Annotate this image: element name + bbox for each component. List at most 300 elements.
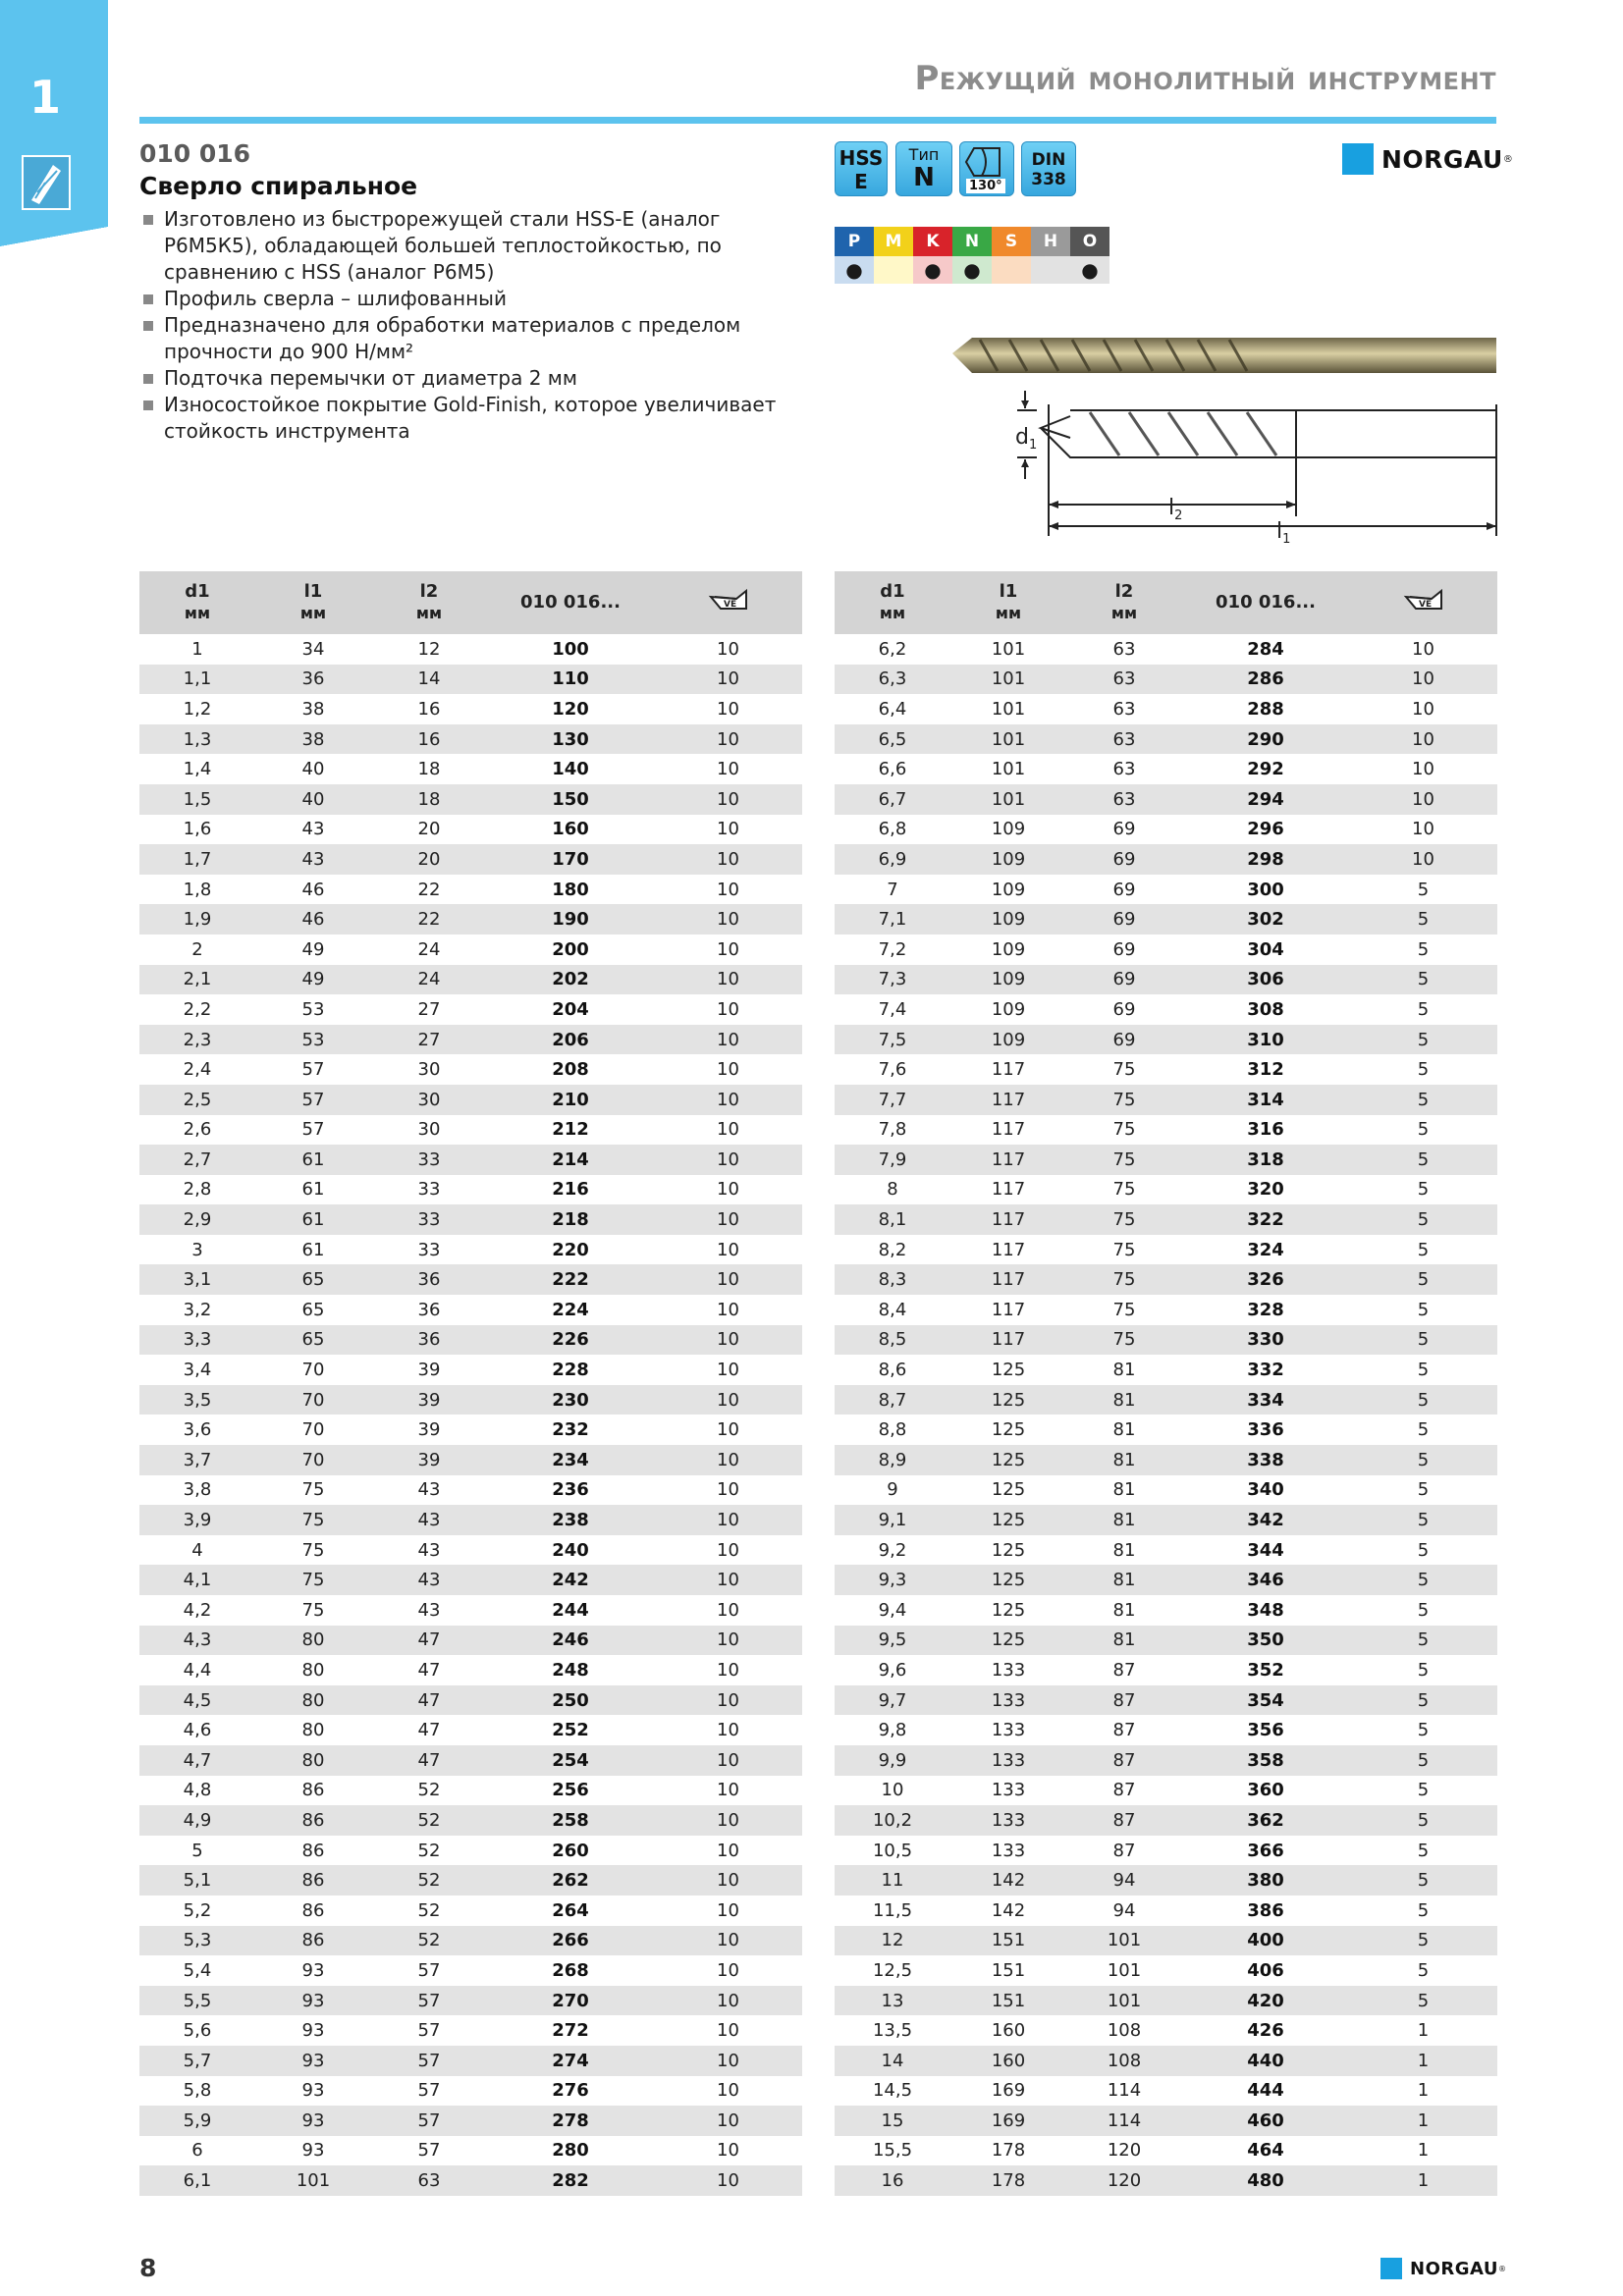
table-row <box>835 1054 1497 1085</box>
diameter-cell: 6,8 <box>878 819 907 840</box>
total-length-cell: 53 <box>301 1029 325 1050</box>
column-header <box>487 592 654 614</box>
column-header <box>371 581 487 624</box>
table-row <box>139 1054 802 1085</box>
table-row <box>139 724 802 755</box>
flute-length-cell: 33 <box>417 1179 441 1201</box>
article-suffix-cell: 270 <box>552 1990 589 2011</box>
svg-text:VE: VE <box>723 600 736 610</box>
flute-length-cell: 36 <box>417 1269 441 1291</box>
article-suffix-cell: 140 <box>552 759 589 780</box>
article-suffix-cell: 300 <box>1247 879 1284 900</box>
article-suffix-cell: 440 <box>1247 2050 1284 2071</box>
column-header-unit: мм <box>299 604 327 622</box>
diameter-cell: 2,9 <box>183 1209 212 1231</box>
type-badge-value: N <box>913 163 935 192</box>
table-row <box>835 1295 1497 1325</box>
footer-brand-mark: ® <box>1498 2264 1506 2273</box>
pack-qty-cell: 10 <box>717 1780 739 1801</box>
article-suffix-cell: 322 <box>1247 1209 1284 1231</box>
d1-label: $d_1$ <box>1015 425 1038 453</box>
material-groups-table <box>835 227 1109 284</box>
table-row <box>139 1295 802 1325</box>
pack-qty-cell: 10 <box>1412 698 1434 720</box>
din-badge <box>1021 141 1076 196</box>
article-suffix-cell: 250 <box>552 1689 589 1711</box>
diameter-cell: 2,3 <box>183 1029 212 1050</box>
table-row <box>139 1505 802 1535</box>
table-row <box>835 1115 1497 1146</box>
diameter-cell: 6,2 <box>878 638 907 660</box>
column-header-unit: мм <box>184 604 211 622</box>
flute-length-cell: 63 <box>1112 788 1136 810</box>
diameter-cell: 1,7 <box>183 848 212 870</box>
drill-tool-icon <box>22 155 71 210</box>
flute-length-cell: 81 <box>1112 1449 1136 1470</box>
flute-length-cell: 87 <box>1112 1809 1136 1831</box>
article-suffix-cell: 308 <box>1247 998 1284 1020</box>
table-row <box>835 1385 1497 1415</box>
article-suffix-cell: 200 <box>552 938 589 960</box>
article-suffix-cell: 224 <box>552 1299 589 1320</box>
flute-length-cell: 75 <box>1112 1179 1136 1201</box>
table-row <box>139 934 802 965</box>
flute-length-cell: 22 <box>417 879 441 900</box>
total-length-cell: 70 <box>301 1419 325 1441</box>
pack-qty-cell: 10 <box>717 1029 739 1050</box>
column-header-unit: мм <box>879 604 906 622</box>
table-row <box>139 1745 802 1776</box>
pack-qty-cell: 10 <box>717 1930 739 1951</box>
flute-length-cell: 114 <box>1107 2109 1142 2131</box>
flute-length-cell: 69 <box>1112 938 1136 960</box>
pack-qty-cell: 10 <box>717 1749 739 1771</box>
diameter-cell: 9,1 <box>878 1510 907 1531</box>
table-row <box>835 634 1497 665</box>
article-suffix-cell: 320 <box>1247 1179 1284 1201</box>
article-suffix-cell: 190 <box>552 909 589 931</box>
diameter-cell: 7,9 <box>878 1148 907 1170</box>
total-length-cell: 61 <box>301 1148 325 1170</box>
diameter-cell: 3,9 <box>183 1510 212 1531</box>
column-header-label: l2 <box>1114 581 1134 602</box>
table-header <box>139 571 802 634</box>
table-row <box>139 1385 802 1415</box>
flute-length-cell: 69 <box>1112 848 1136 870</box>
flute-length-cell: 33 <box>417 1209 441 1231</box>
article-suffix-cell: 310 <box>1247 1029 1284 1050</box>
diameter-cell: 15,5 <box>872 2140 913 2162</box>
article-suffix-cell: 344 <box>1247 1539 1284 1561</box>
column-header <box>835 581 950 624</box>
table-row <box>139 1805 802 1836</box>
flute-length-cell: 47 <box>417 1659 441 1681</box>
article-code: 010 016 <box>139 139 251 168</box>
total-length-cell: 70 <box>301 1389 325 1411</box>
pack-qty-cell: 10 <box>717 1510 739 1531</box>
total-length-cell: 65 <box>301 1299 325 1320</box>
table-row <box>139 1715 802 1745</box>
diameter-cell: 7,1 <box>878 909 907 931</box>
diameter-cell: 4,9 <box>183 1809 212 1831</box>
flute-length-cell: 69 <box>1112 819 1136 840</box>
pack-qty-cell: 5 <box>1417 1209 1430 1231</box>
pack-qty-cell: 5 <box>1417 1299 1430 1320</box>
table-row <box>139 844 802 875</box>
article-suffix-cell: 292 <box>1247 759 1284 780</box>
pack-qty-cell: 10 <box>717 1299 739 1320</box>
flute-length-cell: 94 <box>1112 1870 1136 1892</box>
table-row <box>139 754 802 784</box>
flute-length-cell: 20 <box>417 819 441 840</box>
pack-qty-cell: 10 <box>717 1659 739 1681</box>
total-length-cell: 133 <box>991 1780 1026 1801</box>
table-row <box>835 1264 1497 1295</box>
pack-qty-cell: 10 <box>717 1809 739 1831</box>
diameter-cell: 1,6 <box>183 819 212 840</box>
point-angle-icon <box>960 142 1013 182</box>
diameter-cell: 5,8 <box>183 2080 212 2102</box>
diameter-cell: 6,4 <box>878 698 907 720</box>
table-row <box>835 904 1497 934</box>
pack-qty-cell: 10 <box>717 909 739 931</box>
total-length-cell: 109 <box>991 998 1026 1020</box>
pack-qty-cell: 10 <box>1412 848 1434 870</box>
pack-qty-cell: 10 <box>717 1599 739 1621</box>
total-length-cell: 125 <box>991 1570 1026 1591</box>
article-suffix-cell: 234 <box>552 1449 589 1470</box>
table-row <box>139 2165 802 2196</box>
diameter-cell: 1,8 <box>183 879 212 900</box>
article-suffix-cell: 160 <box>552 819 589 840</box>
flute-length-cell: 69 <box>1112 998 1136 1020</box>
pack-qty-cell: 5 <box>1417 1269 1430 1291</box>
diameter-cell: 9,5 <box>878 1629 907 1651</box>
table-row <box>835 1805 1497 1836</box>
pack-qty-cell: 5 <box>1417 1360 1430 1381</box>
diameter-cell: 5,7 <box>183 2050 212 2071</box>
flute-length-cell: 52 <box>417 1870 441 1892</box>
table-row <box>139 1235 802 1265</box>
pack-qty-cell: 10 <box>1412 728 1434 750</box>
flute-length-cell: 43 <box>417 1539 441 1561</box>
total-length-cell: 117 <box>991 1119 1026 1141</box>
flute-length-cell: 69 <box>1112 969 1136 990</box>
article-suffix-cell: 332 <box>1247 1360 1284 1381</box>
table-row <box>139 1776 802 1806</box>
brand-name: NORGAU <box>1381 144 1503 174</box>
article-suffix-cell: 214 <box>552 1148 589 1170</box>
pack-qty-cell: 1 <box>1417 2170 1430 2192</box>
point-angle-badge <box>959 141 1014 196</box>
footer-brand-logo <box>1380 2258 1506 2279</box>
diameter-cell: 9 <box>887 1479 898 1501</box>
article-suffix-cell: 334 <box>1247 1389 1284 1411</box>
flute-length-cell: 75 <box>1112 1119 1136 1141</box>
table-row <box>835 1085 1497 1115</box>
total-length-cell: 65 <box>301 1329 325 1351</box>
diameter-cell: 5,6 <box>183 2020 212 2042</box>
table-body <box>835 634 1497 2196</box>
article-suffix-cell: 444 <box>1247 2080 1284 2102</box>
total-length-cell: 46 <box>301 879 325 900</box>
pack-qty-cell: 10 <box>717 1209 739 1231</box>
pack-qty-cell: 5 <box>1417 1059 1430 1081</box>
article-suffix-cell: 340 <box>1247 1479 1284 1501</box>
total-length-cell: 93 <box>301 1990 325 2011</box>
total-length-cell: 57 <box>301 1119 325 1141</box>
brand-square-icon <box>1380 2258 1402 2279</box>
diameter-cell: 8,3 <box>878 1269 907 1291</box>
flute-length-cell: 47 <box>417 1720 441 1741</box>
pack-qty-cell: 10 <box>717 698 739 720</box>
table-row <box>139 1626 802 1656</box>
flute-length-cell: 39 <box>417 1360 441 1381</box>
total-length-cell: 80 <box>301 1629 325 1651</box>
column-header-label: d1 <box>185 581 210 602</box>
hss-badge-line2: E <box>854 170 868 193</box>
article-suffix-cell: 400 <box>1247 1930 1284 1951</box>
flute-length-cell: 63 <box>1112 728 1136 750</box>
diameter-cell: 9,8 <box>878 1720 907 1741</box>
pack-qty-cell: 5 <box>1417 1419 1430 1441</box>
table-row <box>139 2106 802 2136</box>
table-row <box>139 965 802 995</box>
table-row <box>139 815 802 845</box>
pack-qty-cell: 5 <box>1417 1809 1430 1831</box>
article-suffix-cell: 314 <box>1247 1089 1284 1110</box>
section-title: Режущий монолитный инструмент <box>914 59 1496 98</box>
article-suffix-cell: 260 <box>552 1840 589 1861</box>
pack-quantity-icon <box>1349 587 1497 618</box>
flute-length-cell: 108 <box>1107 2020 1142 2042</box>
table-row <box>139 1475 802 1506</box>
pack-qty-cell: 5 <box>1417 879 1430 900</box>
total-length-cell: 133 <box>991 1659 1026 1681</box>
table-row <box>835 1986 1497 2016</box>
diameter-cell: 8,6 <box>878 1360 907 1381</box>
pack-qty-cell: 10 <box>717 638 739 660</box>
total-length-cell: 93 <box>301 2050 325 2071</box>
diameter-cell: 2 <box>191 938 203 960</box>
flute-length-cell: 81 <box>1112 1510 1136 1531</box>
diameter-cell: 9,2 <box>878 1539 907 1561</box>
pack-qty-cell: 10 <box>717 819 739 840</box>
table-row <box>835 1655 1497 1685</box>
column-header-label: 010 016... <box>520 592 621 613</box>
pack-qty-cell: 5 <box>1417 1539 1430 1561</box>
article-suffix-cell: 282 <box>552 2170 589 2192</box>
table-row <box>139 2046 802 2076</box>
total-length-cell: 109 <box>991 1029 1026 1050</box>
diameter-cell: 5 <box>191 1840 203 1861</box>
flute-length-cell: 57 <box>417 1990 441 2011</box>
total-length-cell: 80 <box>301 1689 325 1711</box>
total-length-cell: 75 <box>301 1510 325 1531</box>
article-suffix-cell: 252 <box>552 1720 589 1741</box>
flute-length-cell: 57 <box>417 2080 441 2102</box>
table-row <box>139 1085 802 1115</box>
flute-length-cell: 75 <box>1112 1239 1136 1260</box>
flute-length-cell: 69 <box>1112 1029 1136 1050</box>
total-length-cell: 117 <box>991 1089 1026 1110</box>
total-length-cell: 40 <box>301 788 325 810</box>
diameter-cell: 11,5 <box>872 1899 913 1921</box>
feature-list <box>139 206 778 445</box>
total-length-cell: 86 <box>301 1899 325 1921</box>
article-suffix-cell: 286 <box>1247 668 1284 690</box>
total-length-cell: 36 <box>301 668 325 690</box>
svg-text:VE: VE <box>1418 600 1432 610</box>
flute-length-cell: 75 <box>1112 1089 1136 1110</box>
table-row <box>139 994 802 1025</box>
diameter-cell: 1,1 <box>183 668 212 690</box>
article-suffix-cell: 256 <box>552 1780 589 1801</box>
flute-length-cell: 87 <box>1112 1720 1136 1741</box>
flute-length-cell: 75 <box>1112 1269 1136 1291</box>
flute-length-cell: 20 <box>417 848 441 870</box>
table-row <box>835 1535 1497 1566</box>
column-header <box>1066 581 1182 624</box>
diameter-cell: 4,3 <box>183 1629 212 1651</box>
table-row <box>835 1025 1497 1055</box>
diameter-cell: 14 <box>881 2050 904 2071</box>
total-length-cell: 65 <box>301 1269 325 1291</box>
total-length-cell: 80 <box>301 1749 325 1771</box>
material-applicability-cell <box>874 256 913 284</box>
pack-qty-cell: 10 <box>717 2109 739 2131</box>
diameter-cell: 6,3 <box>878 668 907 690</box>
flute-length-cell: 24 <box>417 938 441 960</box>
total-length-cell: 61 <box>301 1239 325 1260</box>
diameter-cell: 14,5 <box>872 2080 913 2102</box>
diameter-cell: 4 <box>191 1539 203 1561</box>
diameter-cell: 10,2 <box>872 1809 913 1831</box>
diameter-cell: 7,7 <box>878 1089 907 1110</box>
article-suffix-cell: 362 <box>1247 1809 1284 1831</box>
total-length-cell: 142 <box>991 1870 1026 1892</box>
diameter-cell: 6,1 <box>183 2170 212 2192</box>
pack-qty-cell: 10 <box>717 1629 739 1651</box>
pack-qty-cell: 5 <box>1417 1899 1430 1921</box>
article-suffix-cell: 242 <box>552 1570 589 1591</box>
article-suffix-cell: 342 <box>1247 1510 1284 1531</box>
table-row <box>139 1986 802 2016</box>
flute-length-cell: 120 <box>1107 2170 1142 2192</box>
material-applicability-cell: ● <box>913 256 952 284</box>
article-suffix-cell: 312 <box>1247 1059 1284 1081</box>
article-suffix-cell: 206 <box>552 1029 589 1050</box>
pack-qty-cell: 10 <box>717 1689 739 1711</box>
diameter-cell: 4,4 <box>183 1659 212 1681</box>
table-row <box>835 875 1497 905</box>
diameter-cell: 3,2 <box>183 1299 212 1320</box>
article-suffix-cell: 266 <box>552 1930 589 1951</box>
diameter-cell: 8,8 <box>878 1419 907 1441</box>
table-row <box>835 965 1497 995</box>
column-header-label: l1 <box>303 581 323 602</box>
table-row <box>835 2015 1497 2046</box>
pack-qty-cell: 5 <box>1417 1629 1430 1651</box>
article-suffix-cell: 228 <box>552 1360 589 1381</box>
pack-qty-cell: 5 <box>1417 1689 1430 1711</box>
total-length-cell: 75 <box>301 1570 325 1591</box>
material-group-m: M <box>874 227 913 256</box>
diameter-cell: 7,6 <box>878 1059 907 1081</box>
table-row <box>139 1325 802 1356</box>
total-length-cell: 109 <box>991 879 1026 900</box>
table-row <box>139 1535 802 1566</box>
article-suffix-cell: 262 <box>552 1870 589 1892</box>
table-row <box>835 1595 1497 1626</box>
diameter-cell: 9,3 <box>878 1570 907 1591</box>
flute-length-cell: 81 <box>1112 1419 1136 1441</box>
column-header <box>1182 592 1349 614</box>
flute-length-cell: 24 <box>417 969 441 990</box>
drill-dimension-drawing <box>1011 389 1502 550</box>
pack-qty-cell: 10 <box>717 1479 739 1501</box>
table-row <box>835 754 1497 784</box>
pack-qty-cell: 5 <box>1417 1179 1430 1201</box>
article-suffix-cell: 420 <box>1247 1990 1284 2011</box>
flute-length-cell: 87 <box>1112 1749 1136 1771</box>
total-length-cell: 101 <box>991 759 1026 780</box>
total-length-cell: 109 <box>991 938 1026 960</box>
pack-qty-cell: 10 <box>717 1089 739 1110</box>
pack-qty-cell: 10 <box>717 1959 739 1981</box>
flute-length-cell: 57 <box>417 2020 441 2042</box>
flute-length-cell: 12 <box>417 638 441 660</box>
diameter-cell: 16 <box>881 2170 904 2192</box>
column-header <box>139 581 255 624</box>
diameter-cell: 11 <box>881 1870 904 1892</box>
pack-qty-cell: 1 <box>1417 2080 1430 2102</box>
feature-item: Износостойкое покрытие Gold-Finish, которое увеличивает стойкость инструмента <box>139 392 778 445</box>
flute-length-cell: 81 <box>1112 1539 1136 1561</box>
table-row <box>835 694 1497 724</box>
article-suffix-cell: 180 <box>552 879 589 900</box>
table-row <box>139 1445 802 1475</box>
article-suffix-cell: 358 <box>1247 1749 1284 1771</box>
pack-qty-cell: 5 <box>1417 1659 1430 1681</box>
pack-qty-cell: 10 <box>1412 668 1434 690</box>
flute-length-cell: 39 <box>417 1449 441 1470</box>
table-row <box>139 875 802 905</box>
material-group-p: P <box>835 227 874 256</box>
article-suffix-cell: 284 <box>1247 638 1284 660</box>
table-row <box>835 1955 1497 1986</box>
total-length-cell: 117 <box>991 1059 1026 1081</box>
article-suffix-cell: 208 <box>552 1059 589 1081</box>
diameter-cell: 8,2 <box>878 1239 907 1260</box>
diameter-cell: 4,6 <box>183 1720 212 1741</box>
column-header-label: 010 016... <box>1216 592 1316 613</box>
table-row <box>835 1685 1497 1716</box>
article-suffix-cell: 346 <box>1247 1570 1284 1591</box>
article-suffix-cell: 356 <box>1247 1720 1284 1741</box>
flute-length-cell: 30 <box>417 1119 441 1141</box>
feature-item: Профиль сверла – шлифованный <box>139 286 778 312</box>
table-row <box>835 1475 1497 1506</box>
total-length-cell: 125 <box>991 1629 1026 1651</box>
material-group-s: S <box>992 227 1031 256</box>
article-suffix-cell: 306 <box>1247 969 1284 990</box>
point-angle-value: 130° <box>966 179 1005 193</box>
diameter-cell: 2,2 <box>183 998 212 1020</box>
flute-length-cell: 63 <box>1112 668 1136 690</box>
pack-qty-cell: 10 <box>717 2170 739 2192</box>
flute-length-cell: 39 <box>417 1419 441 1441</box>
